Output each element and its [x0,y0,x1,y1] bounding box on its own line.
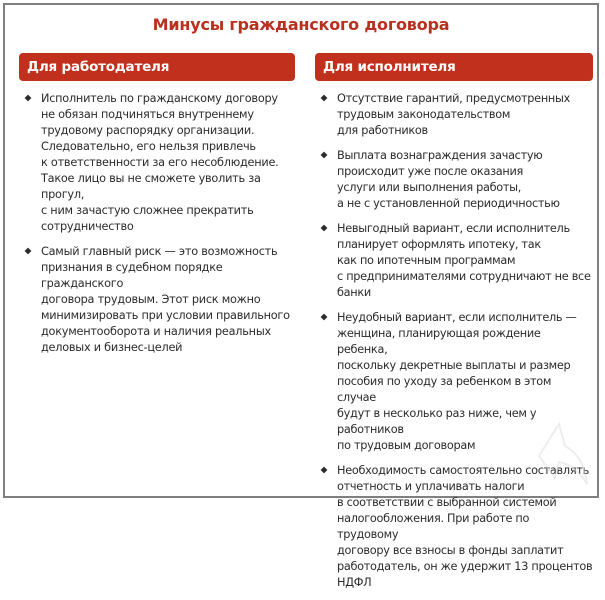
document-frame [3,3,599,589]
bullet-icon [321,95,328,102]
employer-list [19,91,295,356]
contractor-list [315,91,593,591]
list-item [315,91,593,139]
contractor-column [315,53,593,600]
list-item-text: Необходимость самостоятельно составлять отчетность и уплачивать налоги в соответствии с выбранной системой налогообложения. При работе по трудовому договору все взносы в фонды заплатит работодатель, он же удержит 13 процентов НДФЛ [337,464,593,589]
list-item-text: Выплата вознаграждения зачастую происходит уже после оказания услуги или выполнения работы, а не с установленной периодичностью [337,149,560,210]
contractor-header: Для исполнителя [315,53,593,81]
list-item-text: Самый главный риск — это возможность признания в судебном порядке гражданского договора трудовым. Этот риск можно минимизировать при условии правильного документооборота и наличия реальных деловых и бизнес-целей [41,245,290,354]
employer-header: Для работодателя [19,53,295,81]
bullet-icon [25,95,32,102]
list-item [19,91,295,235]
bullet-icon [321,152,328,159]
list-item [315,221,593,301]
bullet-icon [321,467,328,474]
list-item-text: Неудобный вариант, если исполнитель — женщина, планирующая рождение ребенка, поскольку декретные выплаты и размер пособия по уходу за ребенком в этом случае будут в несколько раз ниже, чем у работников по трудовым договорам [337,311,577,452]
bullet-icon [321,314,328,321]
list-item [19,244,295,356]
list-item [315,148,593,212]
bullet-icon [321,225,328,232]
bullet-icon [25,248,32,255]
list-item-text: Невыгодный вариант, если исполнитель планирует оформлять ипотеку, так как по ипотечным программам с предпринимателями сотрудничают не все банки [337,222,591,299]
list-item-text: Исполнитель по гражданскому договору не обязан подчиняться внутреннему трудовому распорядку организации. Следовательно, его нельзя привлечь к ответственности за его несоблюдение. Такое лицо вы не сможете уволить за прогул, с ним зачастую сложнее прекратить сотрудничество [41,92,279,233]
list-item-text: Отсутствие гарантий, предусмотренных трудовым законодательством для работников [337,92,570,137]
watermark-arrow-icon [529,416,589,486]
page-title: Минусы гражданского договора [152,15,450,34]
employer-column [19,53,295,365]
